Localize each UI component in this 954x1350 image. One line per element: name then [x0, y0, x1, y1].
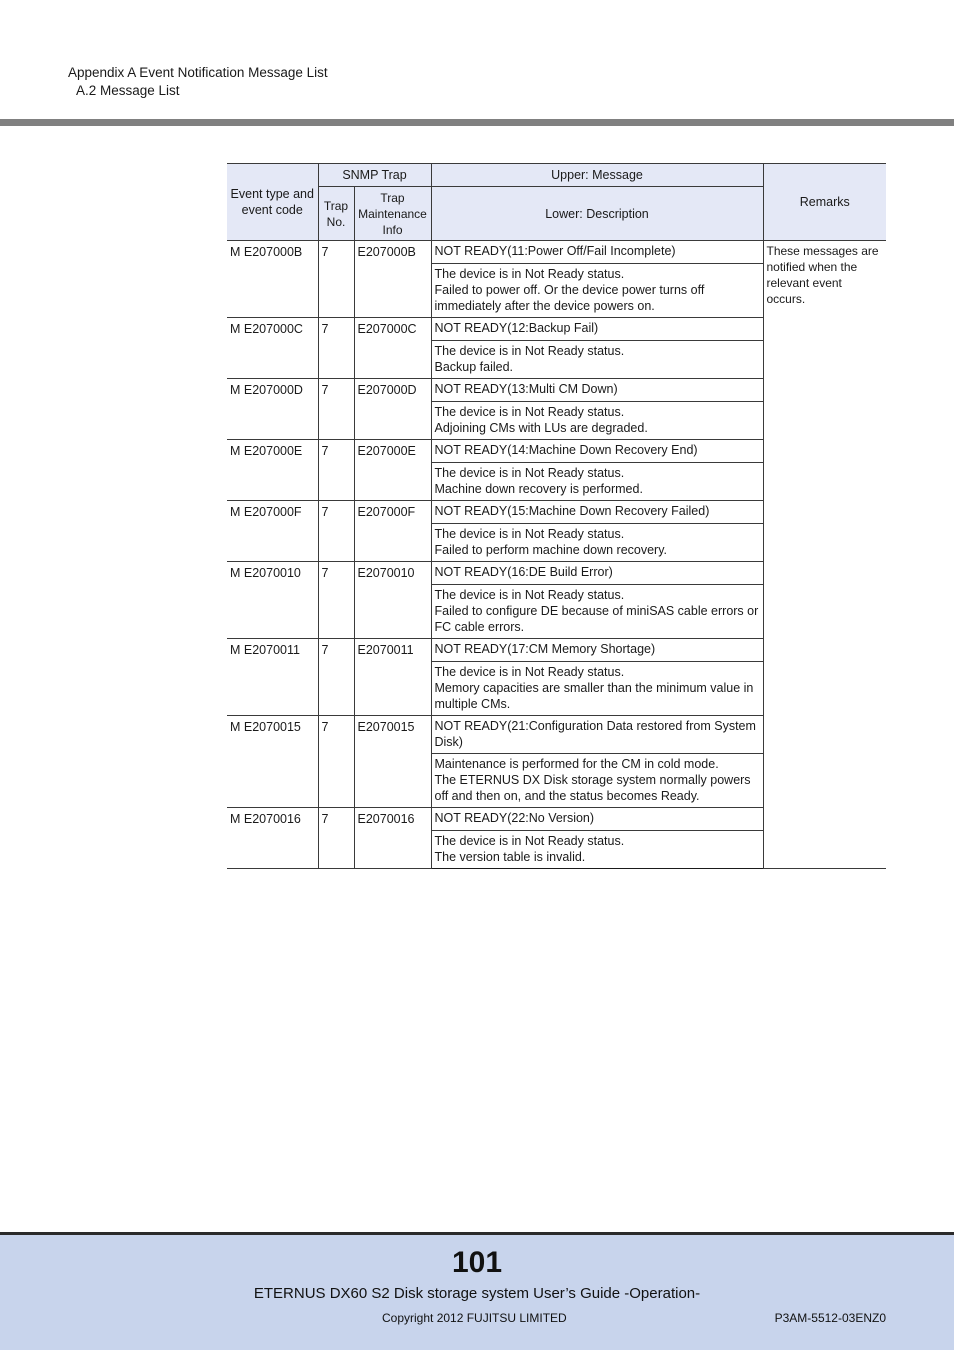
description-line: Backup failed. [434, 360, 514, 374]
description-line: The device is in Not Ready status. [434, 344, 625, 358]
message-cell: NOT READY(12:Backup Fail) [431, 318, 763, 341]
trap-no-cell: 7 [318, 808, 354, 869]
header-trap-no: Trap No. [318, 187, 354, 241]
event-code-cell: M E2070010 [227, 562, 318, 639]
message-cell: NOT READY(14:Machine Down Recovery End) [431, 440, 763, 463]
header-upper-message: Upper: Message [431, 164, 763, 187]
page-footer [0, 1232, 954, 1350]
table-row [227, 241, 886, 264]
trap-info-cell: E2070011 [354, 639, 431, 716]
description-cell [431, 585, 763, 639]
section-title: A.2 Message List [76, 83, 180, 98]
trap-info-cell: E207000F [354, 501, 431, 562]
description-cell [431, 754, 763, 808]
event-code-cell: M E2070016 [227, 808, 318, 869]
header-event-code: Event type and event code [227, 164, 318, 241]
message-cell: NOT READY(21:Configuration Data restored from System Disk) [431, 716, 763, 754]
message-cell: NOT READY(11:Power Off/Fail Incomplete) [431, 241, 763, 264]
trap-info-cell: E207000B [354, 241, 431, 318]
trap-info-cell: E2070016 [354, 808, 431, 869]
trap-no-cell: 7 [318, 379, 354, 440]
event-code-cell: M E207000B [227, 241, 318, 318]
trap-no-cell: 7 [318, 241, 354, 318]
trap-info-cell: E207000E [354, 440, 431, 501]
header-snmp-trap: SNMP Trap [318, 164, 431, 187]
copyright: Copyright 2012 FUJITSU LIMITED [382, 1311, 567, 1325]
event-code-cell: M E207000D [227, 379, 318, 440]
event-code-cell: M E207000C [227, 318, 318, 379]
trap-info-cell: E2070010 [354, 562, 431, 639]
message-table-body [227, 241, 886, 869]
message-cell: NOT READY(15:Machine Down Recovery Failed) [431, 501, 763, 524]
description-line: The ETERNUS DX Disk storage system normally powers off and then on, and the status becomes Ready. [434, 773, 751, 803]
trap-info-cell: E207000C [354, 318, 431, 379]
description-line: The device is in Not Ready status. [434, 267, 625, 281]
description-line: The device is in Not Ready status. [434, 588, 625, 602]
document-code: P3AM-5512-03ENZ0 [774, 1311, 886, 1325]
event-code-cell: M E207000E [227, 440, 318, 501]
trap-info-cell: E2070015 [354, 716, 431, 808]
event-code-cell: M E2070015 [227, 716, 318, 808]
description-line: The version table is invalid. [434, 850, 586, 864]
guide-title: ETERNUS DX60 S2 Disk storage system User’s Guide -Operation- [253, 1285, 701, 1302]
page-number: 101 [451, 1246, 503, 1279]
description-line: Adjoining CMs with LUs are degraded. [434, 421, 648, 435]
event-code-cell: M E2070011 [227, 639, 318, 716]
description-cell [431, 402, 763, 440]
description-cell [431, 662, 763, 716]
header-trap-info: Trap Maintenance Info [354, 187, 431, 241]
trap-no-cell: 7 [318, 318, 354, 379]
header-lower-description: Lower: Description [431, 187, 763, 241]
description-line: The device is in Not Ready status. [434, 665, 625, 679]
description-cell [431, 463, 763, 501]
description-cell [431, 831, 763, 869]
description-line: The device is in Not Ready status. [434, 405, 625, 419]
description-line: The device is in Not Ready status. [434, 834, 625, 848]
header-remarks: Remarks [763, 164, 886, 241]
trap-info-cell: E207000D [354, 379, 431, 440]
header-rule [0, 119, 954, 126]
event-code-cell: M E207000F [227, 501, 318, 562]
breadcrumb [68, 64, 328, 100]
trap-no-cell: 7 [318, 440, 354, 501]
message-cell: NOT READY(16:DE Build Error) [431, 562, 763, 585]
description-line: The device is in Not Ready status. [434, 466, 625, 480]
message-table [227, 163, 886, 869]
description-line: Failed to power off. Or the device power turns off immediately after the device powers on. [434, 283, 705, 313]
message-cell: NOT READY(22:No Version) [431, 808, 763, 831]
description-line: Maintenance is performed for the CM in cold mode. [434, 757, 719, 771]
trap-no-cell: 7 [318, 716, 354, 808]
description-line: The device is in Not Ready status. [434, 527, 625, 541]
chapter-title: Appendix A Event Notification Message List [68, 65, 328, 80]
trap-no-cell: 7 [318, 562, 354, 639]
trap-no-cell: 7 [318, 501, 354, 562]
remarks-cell: These messages are notified when the relevant event occurs. [763, 241, 886, 869]
description-line: Failed to perform machine down recovery. [434, 543, 668, 557]
description-line: Failed to configure DE because of miniSAS cable errors or FC cable errors. [434, 604, 759, 634]
description-cell [431, 341, 763, 379]
message-cell: NOT READY(13:Multi CM Down) [431, 379, 763, 402]
trap-no-cell: 7 [318, 639, 354, 716]
description-line: Machine down recovery is performed. [434, 482, 643, 496]
description-cell [431, 264, 763, 318]
message-cell: NOT READY(17:CM Memory Shortage) [431, 639, 763, 662]
description-line: Memory capacities are smaller than the minimum value in multiple CMs. [434, 681, 754, 711]
description-cell [431, 524, 763, 562]
